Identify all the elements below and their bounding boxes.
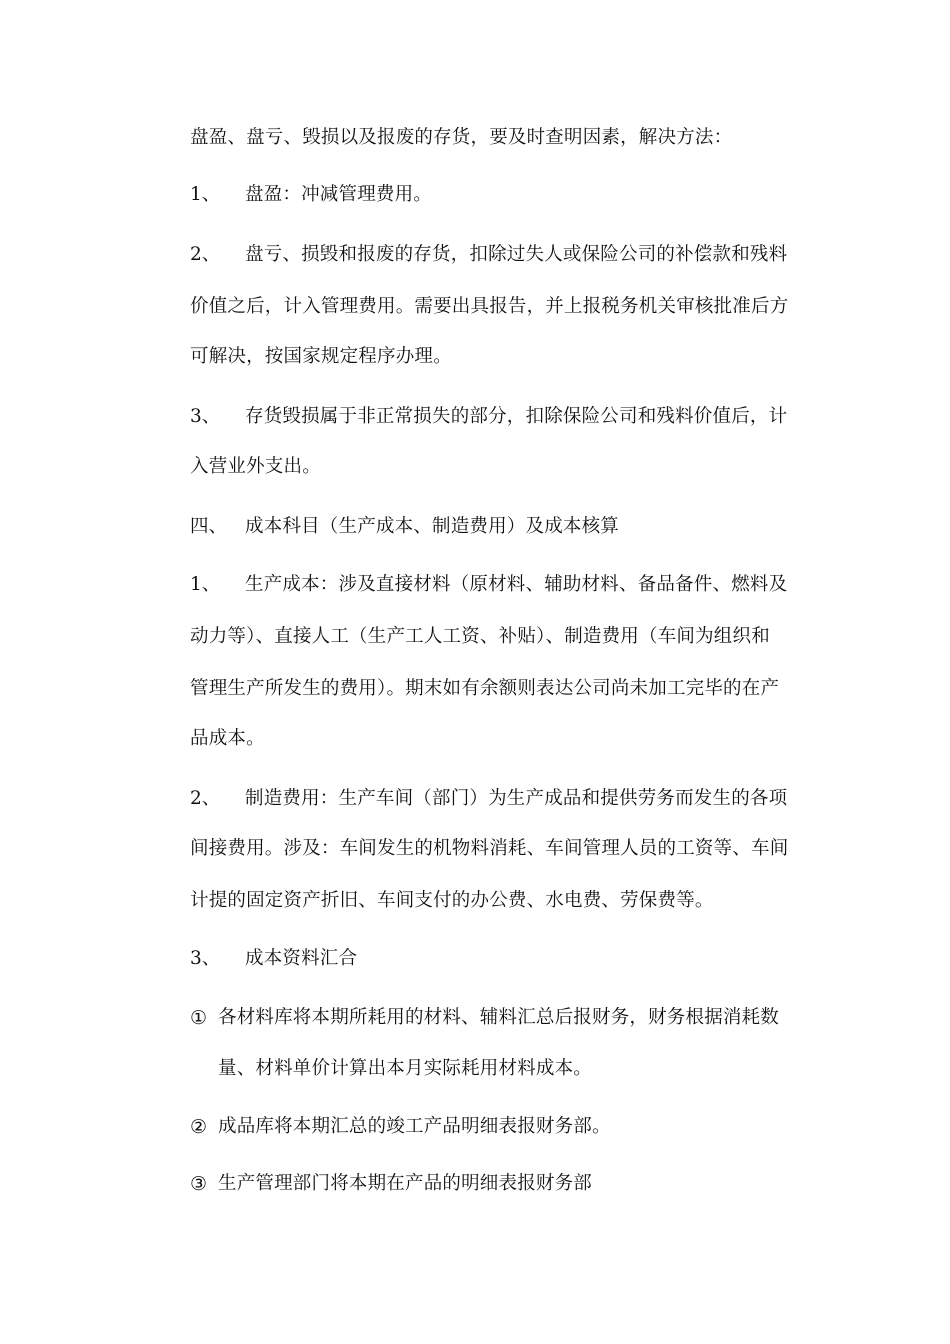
item-text: 入营业外支出。: [190, 456, 321, 477]
item-text: 盘亏、损毁和报废的存货，扣除过失人或保险公司的补偿款和残料: [245, 244, 788, 265]
circled-number-two: ②: [190, 1116, 208, 1138]
intro-paragraph: 盘盈、盘亏、毁损以及报废的存货，要及时查明因素，解决方法：: [190, 127, 733, 148]
item-number: 1、: [190, 184, 221, 205]
sub-item-text: 生产管理部门将本期在产品的明细表报财务部: [218, 1173, 593, 1194]
item-text: 管理生产所发生的费用）。期末如有余额则表达公司尚未加工完毕的在产: [190, 678, 780, 699]
sub-item-text: 各材料库将本期所耗用的材料、辅料汇总后报财务，财务根据消耗数: [218, 1007, 780, 1028]
item-number: 3、: [190, 948, 221, 969]
circled-number-three: ③: [190, 1173, 208, 1195]
item-text: 制造费用：生产车间（部门）为生产成品和提供劳务而发生的各项: [245, 788, 788, 809]
item-text: 动力等）、直接人工（生产工人工资、补贴）、制造费用（车间为组织和: [190, 626, 770, 647]
item-text: 可解决，按国家规定程序办理。: [190, 346, 452, 367]
item-text: 生产成本：涉及直接材料（原材料、辅助材料、备品备件、燃料及: [245, 574, 788, 595]
item-text: 计提的固定资产折旧、车间支付的办公费、水电费、劳保费等。: [190, 890, 714, 911]
item-text: 价值之后，计入管理费用。需要出具报告，并上报税务机关审核批准后方: [190, 296, 789, 317]
section-title: 成本科目（生产成本、制造费用）及成本核算: [245, 516, 620, 537]
circled-number-one: ①: [190, 1007, 208, 1029]
item-number: 1、: [190, 574, 221, 595]
item-text: 成本资料汇合: [245, 948, 358, 969]
item-text: 间接费用。涉及：车间发生的机物料消耗、车间管理人员的工资等、车间: [190, 838, 789, 859]
item-text: 存货毁损属于非正常损失的部分，扣除保险公司和残料价值后，计: [245, 406, 788, 427]
item-number: 2、: [190, 788, 221, 809]
sub-item-text: 量、材料单价计算出本月实际耗用材料成本。: [218, 1058, 593, 1079]
item-text: 品成本。: [190, 728, 265, 749]
section-number: 四、: [190, 516, 228, 537]
item-number: 2、: [190, 244, 221, 265]
item-number: 3、: [190, 406, 221, 427]
item-text: 盘盈：冲减管理费用。: [245, 184, 433, 205]
sub-item-text: 成品库将本期汇总的竣工产品明细表报财务部。: [218, 1116, 611, 1137]
